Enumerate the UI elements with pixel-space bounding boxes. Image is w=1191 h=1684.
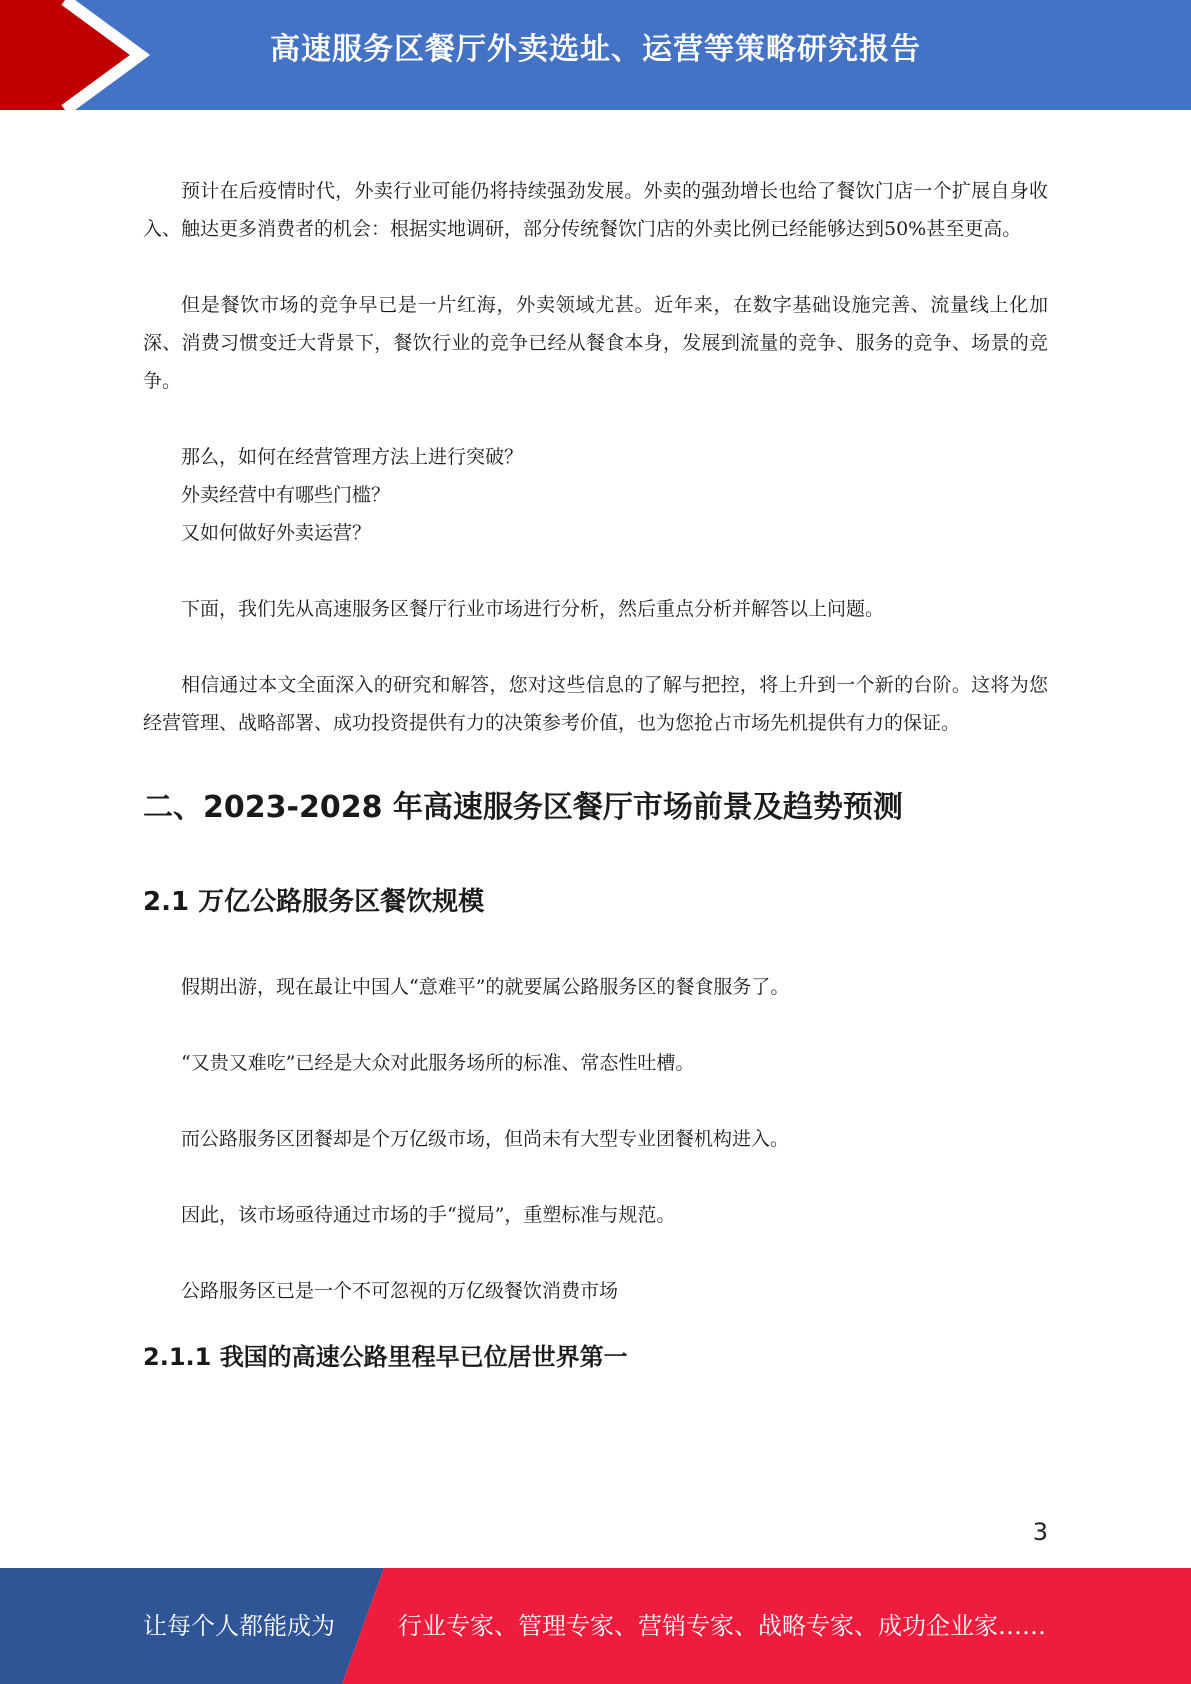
subsubsection-heading: 2.1.1 我国的高速公路里程早已位居世界第一 — [143, 1343, 628, 1371]
page-content — [143, 172, 1048, 1374]
header-band — [0, 0, 1191, 110]
subsection-heading: 2.1 万亿公路服务区餐饮规模 — [143, 887, 485, 917]
subsection-body — [143, 968, 1048, 1310]
document-title: 高速服务区餐厅外卖选址、运营等策略研究报告 — [270, 32, 921, 67]
intro-paragraph-2: 但是餐饮市场的竞争早已是一片红海，外卖领域尤甚。近年来，在数字基础设施完善、流量线上化加深、消费习惯变迁大背景下，餐饮行业的竞争已经从餐食本身，发展到流量的竞争、服务的竞争、场景的竞争。 — [143, 294, 1048, 392]
subsection-paragraph-1: 假期出游，现在最让中国人“意难平”的就要属公路服务区的餐食服务了。 — [181, 976, 790, 998]
question-3: 又如何做好外卖运营？ — [181, 522, 372, 544]
footer-band — [0, 1568, 1191, 1684]
footer-slogan-right: 行业专家、管理专家、营销专家、战略专家、成功企业家…… — [398, 1612, 1046, 1640]
lead-paragraph-1: 下面，我们先从高速服务区餐厅行业市场进行分析，然后重点分析并解答以上问题。 — [181, 598, 885, 620]
question-1: 那么，如何在经营管理方法上进行突破？ — [181, 446, 524, 468]
page-number: 3 — [1032, 1518, 1048, 1546]
question-list — [143, 438, 1048, 552]
question-2: 外卖经营中有哪些门槛？ — [181, 484, 391, 506]
subsection-paragraph-5: 公路服务区已是一个不可忽视的万亿级餐饮消费市场 — [181, 1280, 619, 1302]
footer-slogan-left: 让每个人都能成为 — [143, 1612, 335, 1640]
lead-paragraph-2: 相信通过本文全面深入的研究和解答，您对这些信息的了解与把控，将上升到一个新的台阶。这将为您经营管理、战略部署、成功投资提供有力的决策参考价值，也为您抢占市场先机提供有力的保证。 — [143, 674, 1048, 734]
subsection-paragraph-4: 因此，该市场亟待通过市场的手“搅局”，重塑标准与规范。 — [181, 1204, 676, 1226]
intro-paragraph-1: 预计在后疫情时代，外卖行业可能仍将持续强劲发展。外卖的强劲增长也给了餐饮门店一个扩展自身收入、触达更多消费者的机会：根据实地调研，部分传统餐饮门店的外卖比例已经能够达到50%甚至更高。 — [143, 180, 1048, 240]
subsection-paragraph-3: 而公路服务区团餐却是个万亿级市场，但尚未有大型专业团餐机构进入。 — [181, 1128, 790, 1150]
subsection-paragraph-2: “又贵又难吃”已经是大众对此服务场所的标准、常态性吐槽。 — [181, 1052, 695, 1074]
section-heading: 二、2023-2028 年高速服务区餐厅市场前景及趋势预测 — [143, 790, 903, 825]
